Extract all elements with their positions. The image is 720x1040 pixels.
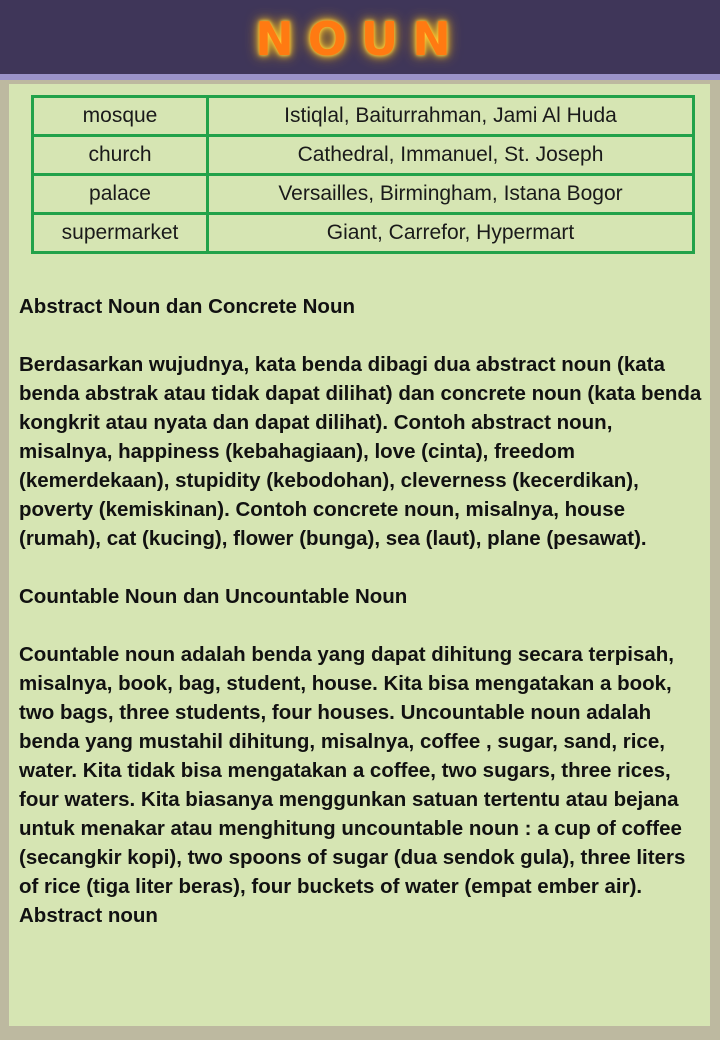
noun-examples-table <box>31 95 695 254</box>
abstract-heading: Abstract Noun dan Concrete Noun <box>19 295 355 318</box>
content-panel <box>9 84 710 1026</box>
table-row <box>33 97 694 136</box>
examples-cell: Cathedral, Immanuel, St. Joseph <box>208 136 694 175</box>
article-body <box>19 292 705 930</box>
examples-cell: Giant, Carrefor, Hypermart <box>208 214 694 253</box>
noun-cell: supermarket <box>33 214 208 253</box>
examples-cell: Versailles, Birmingham, Istana Bogor <box>208 175 694 214</box>
noun-cell: church <box>33 136 208 175</box>
table-row <box>33 175 694 214</box>
page-title: NOUN <box>255 12 465 66</box>
noun-cell: mosque <box>33 97 208 136</box>
noun-cell: palace <box>33 175 208 214</box>
table-row <box>33 214 694 253</box>
examples-cell: Istiqlal, Baiturrahman, Jami Al Huda <box>208 97 694 136</box>
table-row <box>33 136 694 175</box>
abstract-paragraph: Berdasarkan wujudnya, kata benda dibagi dua abstract noun (kata benda abstrak atau tidak dapat dilihat) dan concrete noun (kata benda kongkrit atau nyata dan dapat dilihat). Contoh abstract noun, misalnya, happiness (kebahagiaan), love (cinta), freedom (kemerdekaan), stupidity (kebodohan), cleverness (kecerdikan), poverty (kemiskinan). Contoh concrete noun, misalnya, house (rumah), cat (kucing), flower (bunga), sea (laut), plane (pesawat). <box>19 353 702 550</box>
header-divider <box>0 74 720 80</box>
countable-heading: Countable Noun dan Uncountable Noun <box>19 585 408 608</box>
countable-paragraph: Countable noun adalah benda yang dapat dihitung secara terpisah, misalnya, book, bag, student, house. Kita bisa mengatakan a book, two bags, three students, four houses. Uncountable noun adalah benda yang mustahil dihitung, misalnya, coffee , sugar, sand, rice, water. Kita tidak bisa mengatakan a coffee, two sugars, three rices, four waters. Kita biasanya menggunkan satuan tertentu atau bejana untuk menakar atau menghitung uncountable noun : a cup of coffee (secangkir kopi), two spoons of sugar (dua sendok gula), three liters of rice (tiga liter beras), four buckets of water (empat ember air). Abstract noun <box>19 643 686 927</box>
